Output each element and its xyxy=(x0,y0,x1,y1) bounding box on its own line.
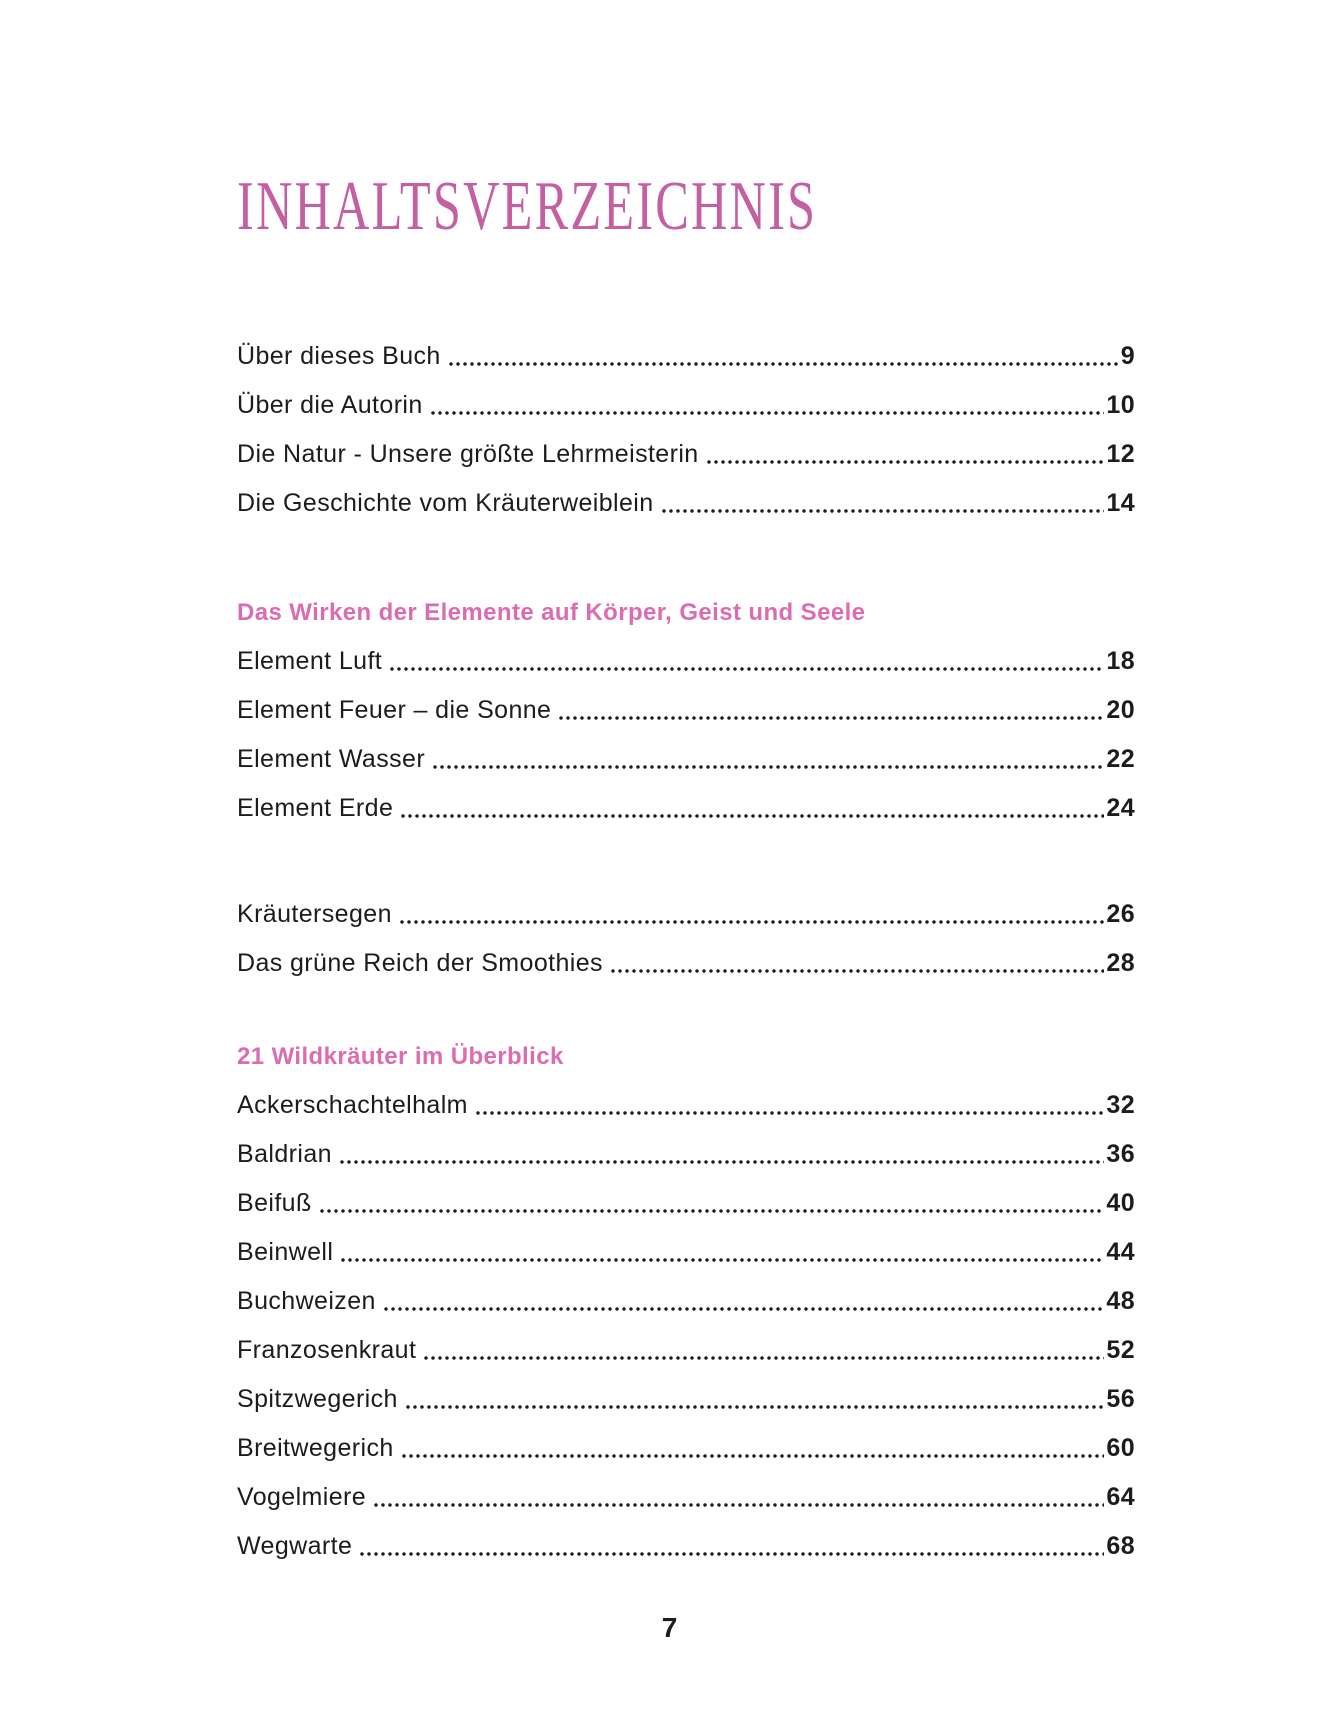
toc-entry xyxy=(237,939,1135,988)
toc-entry-page-number: 12 xyxy=(1106,440,1135,468)
dot-leader xyxy=(603,939,1106,988)
dot-leader xyxy=(392,890,1106,939)
toc-entry xyxy=(237,1277,1135,1326)
toc-entry-page-number: 32 xyxy=(1106,1091,1135,1119)
toc-entry-page-number: 28 xyxy=(1106,949,1135,977)
dot-leader xyxy=(352,1522,1106,1571)
toc-entry-page-number: 64 xyxy=(1106,1483,1135,1511)
toc-section xyxy=(237,1032,1135,1571)
toc-section xyxy=(237,588,1135,833)
dot-leader xyxy=(468,1081,1106,1130)
toc-entry-label: Spitzwegerich xyxy=(237,1385,398,1413)
toc-entry xyxy=(237,479,1135,528)
toc-entry-label: Franzosenkraut xyxy=(237,1336,417,1364)
page-content xyxy=(237,0,1135,1571)
dot-leader xyxy=(441,332,1121,381)
toc-entry-page-number: 40 xyxy=(1106,1189,1135,1217)
toc-entry-label: Element Luft xyxy=(237,647,383,675)
dot-leader xyxy=(699,430,1107,479)
toc-entry-page-number: 44 xyxy=(1106,1238,1135,1266)
toc-entry xyxy=(237,1375,1135,1424)
toc-entry-page-number: 10 xyxy=(1106,391,1135,419)
dot-leader xyxy=(654,479,1107,528)
toc-entry-page-number: 68 xyxy=(1106,1532,1135,1560)
dot-leader xyxy=(416,1326,1106,1375)
page-title: INHALTSVERZEICHNIS xyxy=(237,168,818,245)
section-heading: Das Wirken der Elemente auf Körper, Geist und Seele xyxy=(237,599,866,626)
dot-leader xyxy=(333,1228,1106,1277)
toc-entry-label: Breitwegerich xyxy=(237,1434,394,1462)
toc-entry xyxy=(237,735,1135,784)
toc-entry xyxy=(237,1326,1135,1375)
toc-entry-page-number: 26 xyxy=(1106,900,1135,928)
toc-entry-page-number: 9 xyxy=(1120,342,1135,370)
toc-entry-label: Beifuß xyxy=(237,1189,312,1217)
toc-entry xyxy=(237,1473,1135,1522)
toc-entry-page-number: 20 xyxy=(1106,696,1135,724)
toc-entry-label: Die Geschichte vom Kräuterweiblein xyxy=(237,489,654,517)
dot-leader xyxy=(332,1130,1106,1179)
toc-entry-label: Vogelmiere xyxy=(237,1483,367,1511)
toc-entry-label: Über die Autorin xyxy=(237,391,423,419)
toc-entry-page-number: 24 xyxy=(1106,794,1135,822)
dot-leader xyxy=(423,381,1107,430)
toc-entry xyxy=(237,1081,1135,1130)
toc-entry xyxy=(237,686,1135,735)
toc-entry-page-number: 60 xyxy=(1106,1434,1135,1462)
toc-entry-label: Element Erde xyxy=(237,794,394,822)
dot-leader xyxy=(366,1473,1106,1522)
dot-leader xyxy=(398,1375,1107,1424)
dot-leader xyxy=(393,784,1106,833)
dot-leader xyxy=(376,1277,1107,1326)
toc-entry xyxy=(237,430,1135,479)
toc-entry-label: Kräutersegen xyxy=(237,900,392,928)
toc-entry-label: Ackerschachtelhalm xyxy=(237,1091,468,1119)
toc-entry-label: Die Natur - Unsere größte Lehrmeisterin xyxy=(237,440,699,468)
toc-entry-label: Wegwarte xyxy=(237,1532,353,1560)
table-of-contents xyxy=(237,332,1135,1571)
toc-entry-label: Beinwell xyxy=(237,1238,334,1266)
toc-entry-label: Über dieses Buch xyxy=(237,342,441,370)
toc-entry xyxy=(237,784,1135,833)
toc-entry-label: Das grüne Reich der Smoothies xyxy=(237,949,603,977)
folio-page-number: 7 xyxy=(661,1612,678,1643)
toc-entry xyxy=(237,1130,1135,1179)
dot-leader xyxy=(382,637,1106,686)
toc-entry-page-number: 22 xyxy=(1106,745,1135,773)
dot-leader xyxy=(394,1424,1107,1473)
toc-entry xyxy=(237,1228,1135,1277)
section-heading: 21 Wildkräuter im Überblick xyxy=(237,1043,564,1070)
toc-entry-page-number: 56 xyxy=(1106,1385,1135,1413)
toc-entry-page-number: 36 xyxy=(1106,1140,1135,1168)
toc-entry-page-number: 48 xyxy=(1106,1287,1135,1315)
toc-section xyxy=(237,890,1135,988)
toc-entry-label: Buchweizen xyxy=(237,1287,376,1315)
toc-entry-label: Element Feuer – die Sonne xyxy=(237,696,552,724)
toc-entry xyxy=(237,1424,1135,1473)
toc-entry xyxy=(237,1179,1135,1228)
toc-entry-page-number: 14 xyxy=(1106,489,1135,517)
toc-entry xyxy=(237,332,1135,381)
toc-entry-page-number: 18 xyxy=(1106,647,1135,675)
dot-leader xyxy=(551,686,1106,735)
toc-entry-label: Element Wasser xyxy=(237,745,426,773)
toc-entry xyxy=(237,637,1135,686)
toc-entry-page-number: 52 xyxy=(1106,1336,1135,1364)
dot-leader xyxy=(312,1179,1107,1228)
toc-section xyxy=(237,332,1135,528)
dot-leader xyxy=(425,735,1106,784)
toc-entry xyxy=(237,890,1135,939)
toc-entry-label: Baldrian xyxy=(237,1140,332,1168)
toc-entry xyxy=(237,381,1135,430)
toc-entry xyxy=(237,1522,1135,1571)
